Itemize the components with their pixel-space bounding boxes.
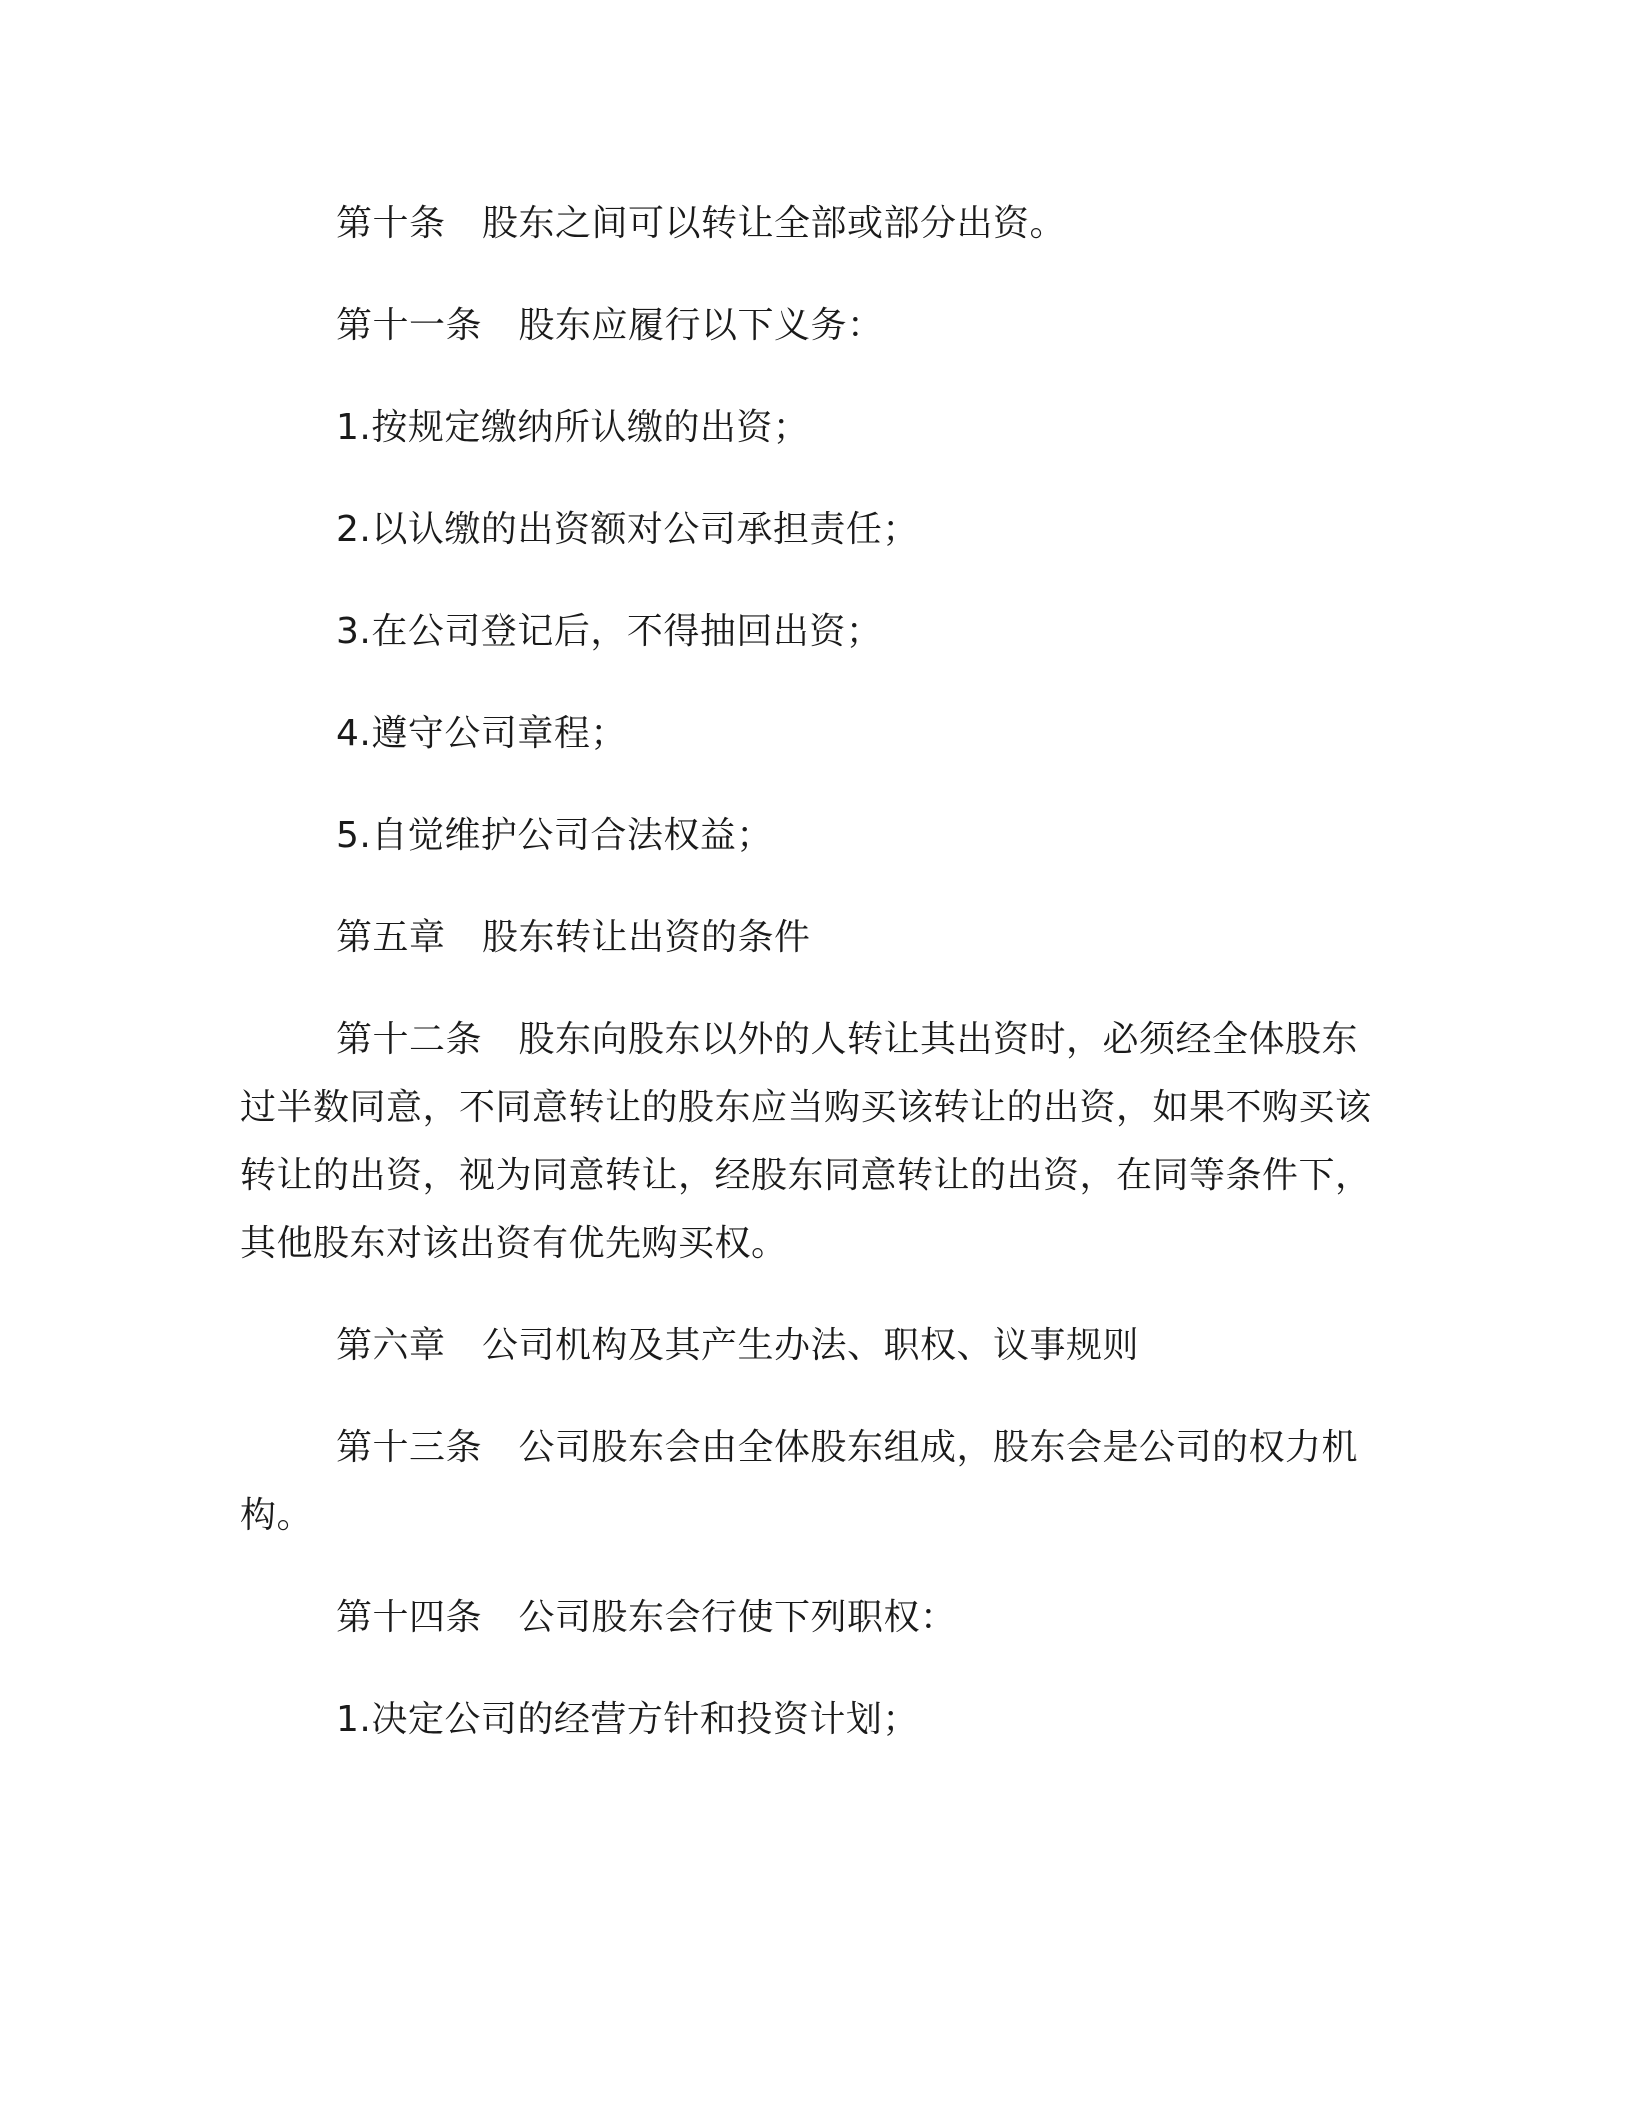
article-13: 第十三条 公司股东会由全体股东组成，股东会是公司的权力机构。	[240, 1427, 1359, 1536]
document-body	[240, 190, 1380, 1754]
article-11-heading: 第十一条 股东应履行以下义务：	[336, 305, 884, 346]
article-11-item-1: 1.按规定缴纳所认缴的出资；	[336, 407, 810, 448]
article-10: 第十条 股东之间可以转让全部或部分出资。	[336, 203, 1067, 244]
chapter-5-heading: 第五章 股东转让出资的条件	[336, 917, 811, 958]
chapter-6-heading: 第六章 公司机构及其产生办法、职权、议事规则	[336, 1325, 1140, 1366]
article-11-item-5: 5.自觉维护公司合法权益；	[336, 815, 773, 856]
article-14-item-1: 1.决定公司的经营方针和投资计划；	[336, 1699, 919, 1740]
article-11-item-4: 4.遵守公司章程；	[336, 713, 627, 754]
article-11-item-3: 3.在公司登记后，不得抽回出资；	[336, 611, 883, 652]
article-14-heading: 第十四条 公司股东会行使下列职权：	[336, 1597, 957, 1638]
article-11-item-2: 2.以认缴的出资额对公司承担责任；	[336, 509, 919, 550]
article-12: 第十二条 股东向股东以外的人转让其出资时，必须经全体股东过半数同意，不同意转让的股东应当购买该转让的出资，如果不购买该转让的出资，视为同意转让，经股东同意转让的出资，在同等条件下，其他股东对该出资有优先购买权。	[240, 1019, 1372, 1264]
